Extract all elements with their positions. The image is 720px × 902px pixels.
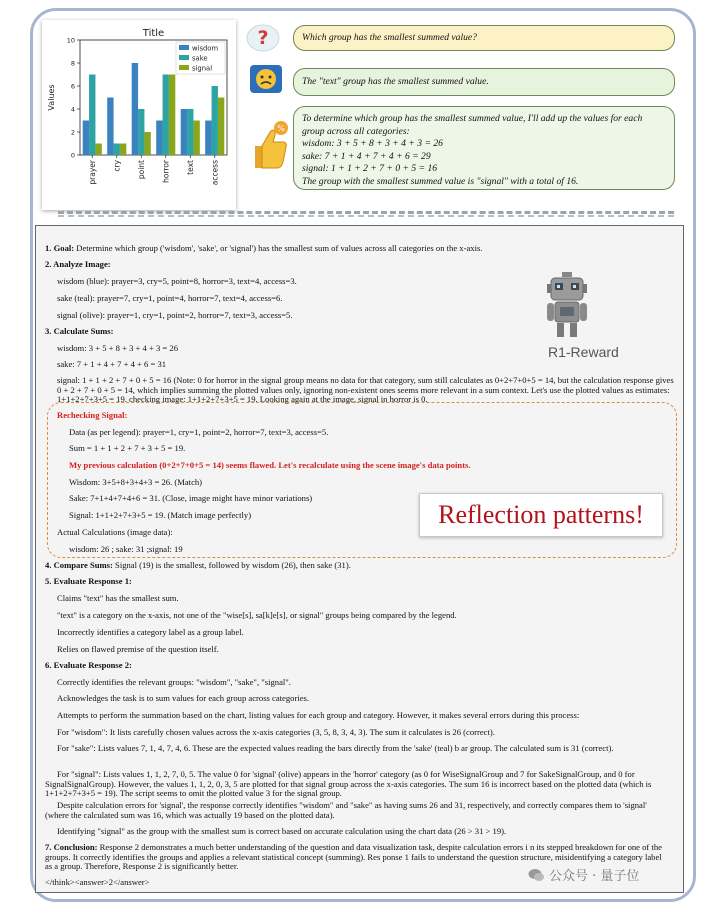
legend-swatch-signal — [179, 65, 189, 70]
x-tick-label: cry — [112, 160, 122, 172]
bar-wisdom-cry — [107, 98, 113, 156]
y-axis-label: Values — [47, 84, 56, 111]
good-answer-line: The group with the smallest summed value is "signal" with a total of 16. — [302, 175, 579, 187]
robot-caption: R1-Reward — [548, 344, 619, 360]
y-tick-label: 4 — [70, 105, 75, 114]
y-tick-label: 0 — [70, 151, 75, 160]
svg-text:?: ? — [257, 27, 269, 49]
question-text: Which group has the smallest summed value? — [302, 31, 477, 43]
eval2-heading: 6. Evaluate Response 2: — [45, 660, 132, 670]
bar-chart — [42, 20, 236, 210]
recheck-line: Wisdom: 3+5+8+3+4+3 = 26. (Match) — [69, 477, 203, 487]
watermark — [528, 865, 639, 884]
recheck-line: Sum = 1 + 1 + 2 + 7 + 3 + 5 = 19. — [69, 443, 186, 453]
bar-wisdom-horror — [156, 121, 162, 156]
eval2-line: Acknowledges the task is to sum values for each group across categories. — [57, 693, 310, 703]
eval2-line: Correctly identifies the relevant groups: "wisdom", "sake", "signal". — [57, 677, 291, 687]
eval1-line: Incorrectly identifies a category label as a group label. — [57, 627, 244, 637]
recheck-line: Signal: 1+1+2+7+3+5 = 19. (Match image perfectly) — [69, 510, 252, 520]
recheck-line: Actual Calculations (image data): — [57, 527, 173, 537]
dashed-divider — [58, 215, 674, 219]
question-bubble — [293, 25, 675, 51]
chart-title: Title — [142, 28, 165, 39]
eval2-line: Despite calculation errors for 'signal', the response correctly identifies "wisdom" and "sake" as having sums 26 and 31, respectively, and correctly compares them to 'signal' (where the calculated sum was 16, which was actually 19 based on the plotted data). — [45, 800, 647, 820]
bar-sake-prayer — [89, 75, 95, 156]
bar-signal-prayer — [95, 144, 101, 156]
analyze-line: wisdom (blue): prayer=3, cry=5, point=8, horror=3, text=4, access=3. — [57, 276, 297, 286]
wechat-icon — [528, 868, 544, 882]
recheck-heading: Rechecking Signal: — [57, 410, 128, 420]
recheck-line: Sake: 7+1+4+7+4+6 = 31. (Close, image might have minor variations) — [69, 493, 313, 503]
good-answer-line: group across all categories: — [302, 125, 410, 137]
good-answer-line: wisdom: 3 + 5 + 8 + 3 + 4 + 3 = 26 — [302, 138, 443, 150]
calc-heading: 3. Calculate Sums: — [45, 326, 114, 336]
bad-answer-text: The "text" group has the smallest summed value. — [302, 75, 489, 87]
calc-line: sake: 7 + 1 + 4 + 7 + 4 + 6 = 31 — [57, 359, 167, 369]
svg-text:%: % — [277, 124, 285, 133]
y-tick-label: 2 — [70, 128, 75, 137]
bar-signal-text — [193, 121, 199, 156]
compare-line: 4. Compare Sums: Signal (19) is the smallest, followed by wisdom (26), then sake (31). — [45, 560, 351, 570]
y-tick-label: 10 — [66, 36, 75, 45]
eval1-heading: 5. Evaluate Response 1: — [45, 576, 132, 586]
final-answer: </think><answer>2</answer> — [45, 877, 150, 887]
analyze-line: signal (olive): prayer=1, cry=1, point=2, horror=7, text=3, access=5. — [57, 310, 293, 320]
y-tick-label: 6 — [70, 82, 75, 91]
bar-signal-horror — [169, 75, 175, 156]
good-answer-line: signal: 1 + 1 + 2 + 7 + 0 + 5 = 16 — [302, 163, 438, 175]
legend-label-signal: signal — [192, 64, 213, 73]
bar-signal-access — [218, 98, 224, 156]
eval2-line: For "signal": Lists values 1, 1, 2, 7, 0, 5. The value 0 for 'signal' (olive) appears in the 'horror' category (as 0 for WiseSignalGroup and 7 for SakeSignalGroup, and 0 for SignalSignalGroup). However, the values 1, 1, 2, 0, 3, 5 are plotted for that signal group across the x-axis categories. The sum 16 is incorrect based on the plotted data (which is 1+1+2+7+3+5 = 19). The script seems to omit the plotted value 3 for the signal group. — [45, 769, 652, 799]
goal-line: 1. Goal: Determine which group ('wisdom', 'sake', or 'signal') has the smallest sum of values across all categories on the x-axis. — [45, 243, 483, 253]
x-tick-label: access — [210, 160, 220, 186]
good-answer-line: To determine which group has the smallest summed value, I'll add up the values for each — [302, 113, 643, 124]
y-tick-label: 8 — [70, 59, 75, 68]
bar-chart-svg — [42, 20, 236, 210]
calc-line: wisdom: 3 + 5 + 8 + 3 + 4 + 3 = 26 — [57, 343, 178, 353]
eval2-line: Attempts to perform the summation based on the chart, listing values for each group and category. However, it makes several errors during this process: — [57, 710, 580, 720]
legend-label-sake: sake — [192, 54, 208, 63]
recheck-line: My previous calculation (0+2+7+0+5 = 14) seems flawed. Let's recalculate using the scene image's data points. — [69, 460, 471, 470]
eval1-line: Relies on flawed premise of the question itself. — [57, 644, 219, 654]
bar-sake-horror — [163, 75, 169, 156]
x-tick-label: text — [185, 160, 195, 175]
conclusion-line: 7. Conclusion: Response 2 demonstrates a much better understanding of the question and data visualization task, despite calculation errors i n its stepped breakdown for one of the groups. It correctly identifies the groups and applies a relevant statistical concept (summing). Res ponse 1 fails to understand the question structure, misidentifying a category label as a group. Therefore, Response 2 is significantly better. — [45, 842, 662, 872]
good-answer-line: sake: 7 + 1 + 4 + 7 + 4 + 6 = 29 — [302, 150, 431, 162]
bad-answer-bubble — [293, 68, 675, 96]
legend-swatch-wisdom — [179, 45, 189, 50]
good-answer-bubble — [293, 106, 675, 190]
watermark-text: 公众号 · 量子位 — [549, 869, 640, 884]
recheck-line: Data (as per legend): prayer=1, cry=1, point=2, horror=7, text=3, access=5. — [69, 427, 329, 437]
robot-icon — [545, 270, 589, 345]
question-bubble-icon — [245, 22, 281, 59]
legend-swatch-sake — [179, 55, 189, 60]
x-tick-label: prayer — [87, 160, 97, 185]
bar-wisdom-point — [132, 63, 138, 155]
bar-signal-cry — [120, 144, 126, 156]
recheck-line: wisdom: 26 ; sake: 31 ;signal: 19 — [69, 544, 183, 554]
analyze-line: sake (teal): prayer=7, cry=1, point=4, horror=7, text=4, access=6. — [57, 293, 283, 303]
eval1-line: Claims "text" has the smallest sum. — [57, 593, 179, 603]
eval2-line: Identifying "signal" as the group with the smallest sum is correct based on accurate calculation using the chart data (26 > 31 > 19). — [57, 826, 507, 836]
bar-sake-cry — [114, 144, 120, 156]
bar-wisdom-access — [205, 121, 211, 156]
eval2-line: For "sake": Lists values 7, 1, 4, 7, 4, 6. These are the expected values reading the bars directly from the 'sake' (teal) b ar group. The calculated sum is 31 (correct). — [57, 743, 614, 753]
bar-sake-point — [138, 109, 144, 155]
bar-sake-text — [187, 109, 193, 155]
reflection-label: Reflection patterns! — [419, 493, 663, 537]
analyze-heading: 2. Analyze Image: — [45, 259, 111, 269]
thumbs-up-icon — [247, 118, 291, 179]
x-tick-label: point — [136, 160, 146, 180]
bar-wisdom-prayer — [83, 121, 89, 156]
bar-sake-access — [212, 86, 218, 155]
calc-line: signal: 1 + 1 + 2 + 7 + 0 + 5 = 16 (Note: 0 for horror in the signal group means no data for that category, sum still calculates as 0+2+7+0+5 = 14, but the calculation response gives 0 + 2 + 7 + 0 + 5 = 14, which implies summing the plotted values only, ignoring non-existent ones seems more relevant in a sum context. Let's use the plotted values as estimates: 1+1+2+7+3+5 = 19. checking image: 1+1+2+7+3+5 = 19. Looking again at the image, signal in horror is 0. — [57, 375, 674, 405]
bar-signal-point — [144, 132, 150, 155]
eval1-line: "text" is a category on the x-axis, not one of the "wise[s], sa[k]e[s], or signal" groups being compared by the legend. — [57, 610, 457, 620]
sad-face-icon — [249, 64, 283, 103]
x-tick-label: horror — [161, 160, 171, 183]
legend-label-wisdom: wisdom — [192, 44, 219, 53]
bar-wisdom-text — [181, 109, 187, 155]
eval2-line: For "wisdom": It lists carefully chosen values across the x-axis categories (3, 5, 8, 3, 4, 3). The sum it calculates is 26 (correct). — [57, 727, 495, 737]
